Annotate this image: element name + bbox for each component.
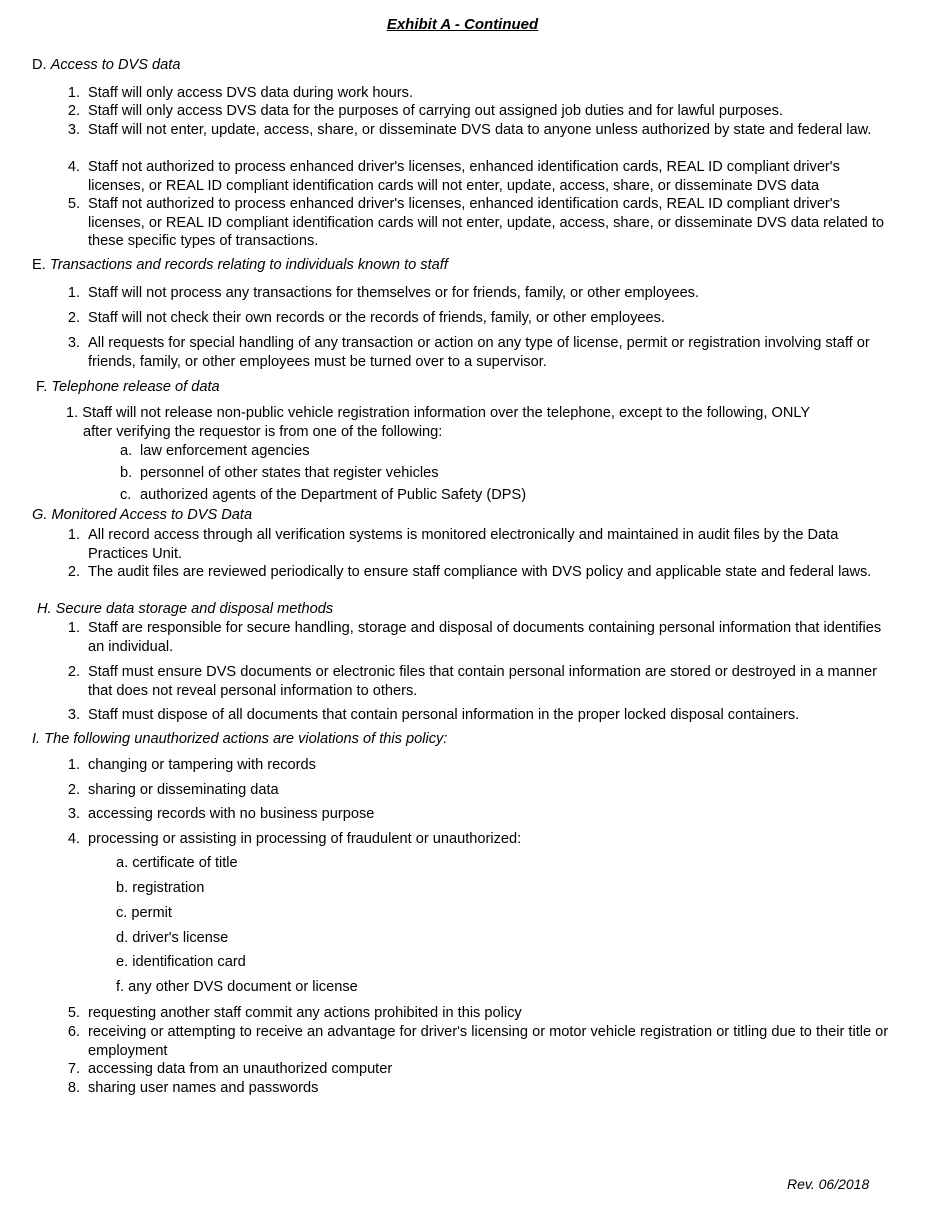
- sub-list-item: b. personnel of other states that register vehicles: [120, 465, 439, 481]
- sub-list-item: c. authorized agents of the Department of Public Safety (DPS): [120, 487, 527, 503]
- section-f-heading: F. Telephone release of data: [36, 379, 220, 395]
- sub-list-item: e. identification card: [116, 954, 246, 970]
- section-g-heading: G. Monitored Access to DVS Data: [32, 507, 253, 523]
- revision-label: Rev. 06/2018: [787, 1176, 870, 1192]
- section-i-heading: I. The following unauthorized actions are violations of this policy:: [32, 731, 448, 747]
- sub-list-item: a. certificate of title: [116, 855, 238, 871]
- list-item-continuation: after verifying the requestor is from one of the following:: [83, 424, 443, 440]
- section-h-heading: H. Secure data storage and disposal methods: [37, 601, 334, 617]
- sub-list-item: b. registration: [116, 880, 205, 896]
- page-title: Exhibit A - Continued: [386, 16, 539, 33]
- sub-list-item: a. law enforcement agencies: [120, 443, 310, 459]
- section-e-heading: E. Transactions and records relating to individuals known to staff: [32, 257, 448, 273]
- sub-list-item: c. permit: [116, 905, 172, 921]
- sub-list-item: f. any other DVS document or license: [116, 979, 358, 995]
- sub-list-item: d. driver's license: [116, 930, 229, 946]
- list-item: 1. Staff will not release non-public vehicle registration information over the telephone, except to the following, ONLY: [66, 405, 811, 421]
- section-d-heading: D. Access to DVS data: [32, 57, 181, 73]
